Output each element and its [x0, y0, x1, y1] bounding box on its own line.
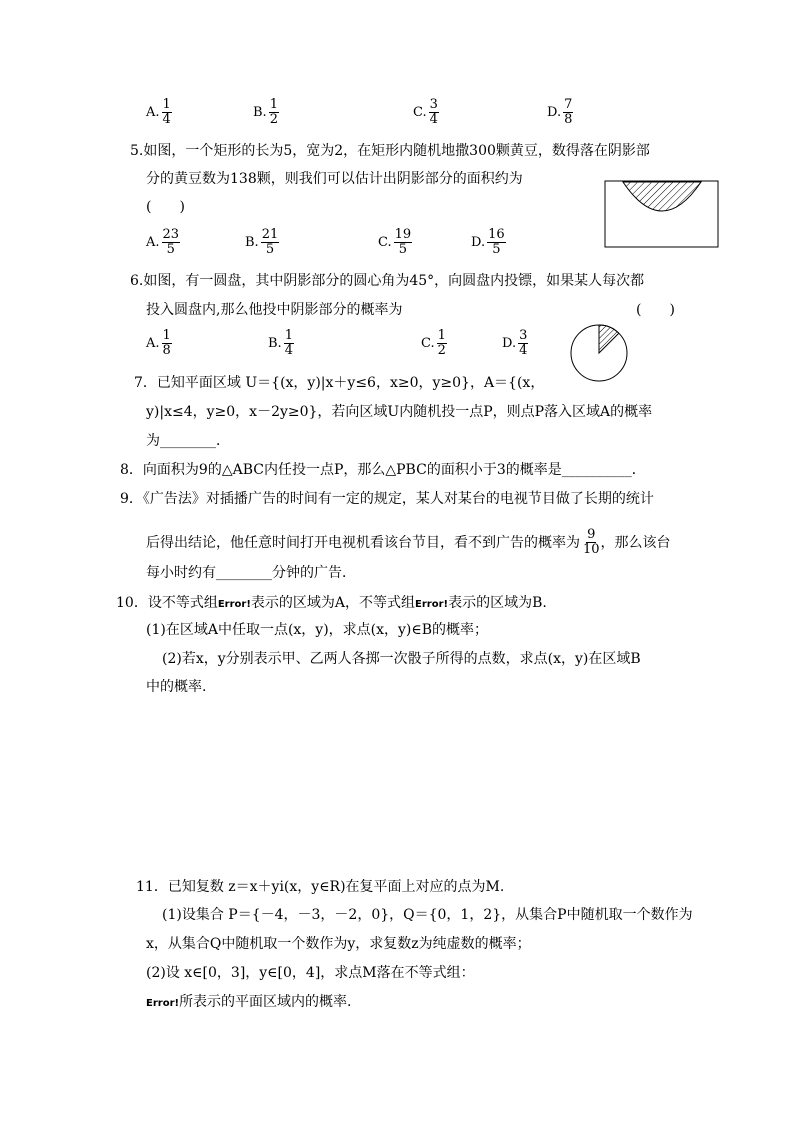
- q9-line2: 后得出结论，他任意时间打开电视机看该台节目，看不到广告的概率为 $\frac{9}{10}$ ，那么该台: [146, 527, 671, 557]
- option-label: C.: [378, 235, 392, 250]
- fraction: $\frac{1}{4}$: [284, 328, 293, 358]
- fraction: $\frac{16}{5}$: [488, 227, 505, 257]
- fraction: $\frac{1}{8}$: [162, 328, 171, 358]
- q10-sub2-line2: 中的概率.: [146, 679, 207, 695]
- q5-option-d: [471, 228, 506, 257]
- fraction: $\frac{3}{4}$: [429, 97, 438, 127]
- fraction: $\frac{23}{5}$: [162, 227, 180, 257]
- q9-line3: 每小时约有________分钟的广告．: [146, 565, 356, 581]
- q8-text: 8．向面积为9的△ABC内任投一点P，那么△PBC的面积小于3的概率是__________．: [120, 462, 646, 478]
- option-label: B.: [253, 105, 267, 120]
- q11-sub1-line2: x，从集合Q中随机取一个数作为y，求复数z为纯虚数的概率；: [146, 936, 531, 952]
- q6-paren: ( ): [636, 302, 675, 318]
- fraction: $\frac{1}{2}$: [437, 328, 446, 358]
- q6-line2: 投入圆盘内,那么他投中阴影部分的概率为: [146, 302, 403, 318]
- q5-option-a: [146, 228, 180, 257]
- q6-option-c: [421, 329, 447, 358]
- q7-line1: 7．已知平面区域 U＝{(x，y)|x＋y≤6，x≥0，y≥0}，A＝{(x，: [134, 375, 545, 391]
- option-label: A.: [146, 105, 160, 120]
- q11-sub1-line1: (1)设集合 P＝{－4，－3，－2，0}，Q＝{0，1，2}，从集合P中随机取一个数作为: [162, 907, 693, 923]
- q11-sub2-end: Error!所表示的平面区域内的概率.: [146, 994, 352, 1010]
- option-label: A.: [146, 235, 160, 250]
- option-label: B.: [268, 336, 282, 351]
- option-label: A.: [146, 336, 160, 351]
- q4-option-b: [253, 98, 279, 127]
- q6-option-a: [146, 329, 172, 358]
- q5-line2: 分的黄豆数为138颗，则我们可以估计出阴影部分的面积约为: [146, 171, 523, 187]
- q5-option-b: [245, 228, 279, 257]
- q6-line1: 6.如图，有一圆盘，其中阴影部分的圆心角为45°，向圆盘内投镖，如果某人每次都: [130, 273, 645, 289]
- fraction: $\frac{1}{4}$: [162, 97, 171, 127]
- q6-disc-figure: [569, 323, 629, 383]
- error-placeholder: Error!: [217, 599, 251, 610]
- q4-option-c: [413, 98, 439, 127]
- q10-sub1: (1)在区域A中任取一点(x，y)，求点(x，y)∈B的概率；: [146, 622, 489, 638]
- fraction: $\frac{19}{5}$: [394, 227, 412, 257]
- option-label: D.: [471, 235, 486, 250]
- error-placeholder: Error!: [146, 998, 180, 1009]
- option-label: D.: [547, 105, 562, 120]
- fraction: $\frac{21}{5}$: [261, 227, 279, 257]
- q10-sub2-line1: (2)若x，y分别表示甲、乙两人各掷一次骰子所得的点数，求点(x，y)在区域B: [162, 651, 641, 667]
- fraction: $\frac{7}{8}$: [564, 97, 573, 127]
- q7-line2: y)|x≤4，y≥0，x－2y≥0}，若向区域U内随机投一点P，则点P落入区域A的概率: [146, 404, 653, 420]
- fraction: $\frac{3}{4}$: [519, 328, 528, 358]
- q11-sub2: (2)设 x∈[0，3]，y∈[0，4]，求点M落在不等式组：: [146, 965, 475, 981]
- option-label: B.: [245, 235, 259, 250]
- q6-option-d: [502, 329, 528, 358]
- q4-option-d: [547, 98, 573, 127]
- option-label: C.: [413, 105, 427, 120]
- q11-line1: 11．已知复数 z＝x＋yi(x，y∈R)在复平面上对应的点为M.: [136, 879, 505, 895]
- q4-option-a: [146, 98, 172, 127]
- q7-line3: 为________．: [146, 433, 230, 449]
- q5-line1: 5.如图，一个矩形的长为5，宽为2，在矩形内随机地撒300颗黄豆，数得落在阴影部: [130, 143, 650, 159]
- q5-paren: ( ): [146, 199, 185, 215]
- option-label: C.: [421, 336, 435, 351]
- q10-line1: 10．设不等式组Error!表示的区域为A，不等式组Error!表示的区域为B.: [116, 595, 547, 611]
- option-label: D.: [502, 336, 517, 351]
- q5-rectangle-figure: [604, 180, 720, 248]
- q9-line1: 9．《广告法》对插播广告的时间有一定的规定，某人对某台的电视节目做了长期的统计: [120, 491, 654, 507]
- q5-option-c: [378, 228, 412, 257]
- fraction: $\frac{9}{10}$: [583, 527, 600, 557]
- fraction: $\frac{1}{2}$: [269, 97, 278, 127]
- error-placeholder: Error!: [415, 599, 449, 610]
- q6-option-b: [268, 329, 294, 358]
